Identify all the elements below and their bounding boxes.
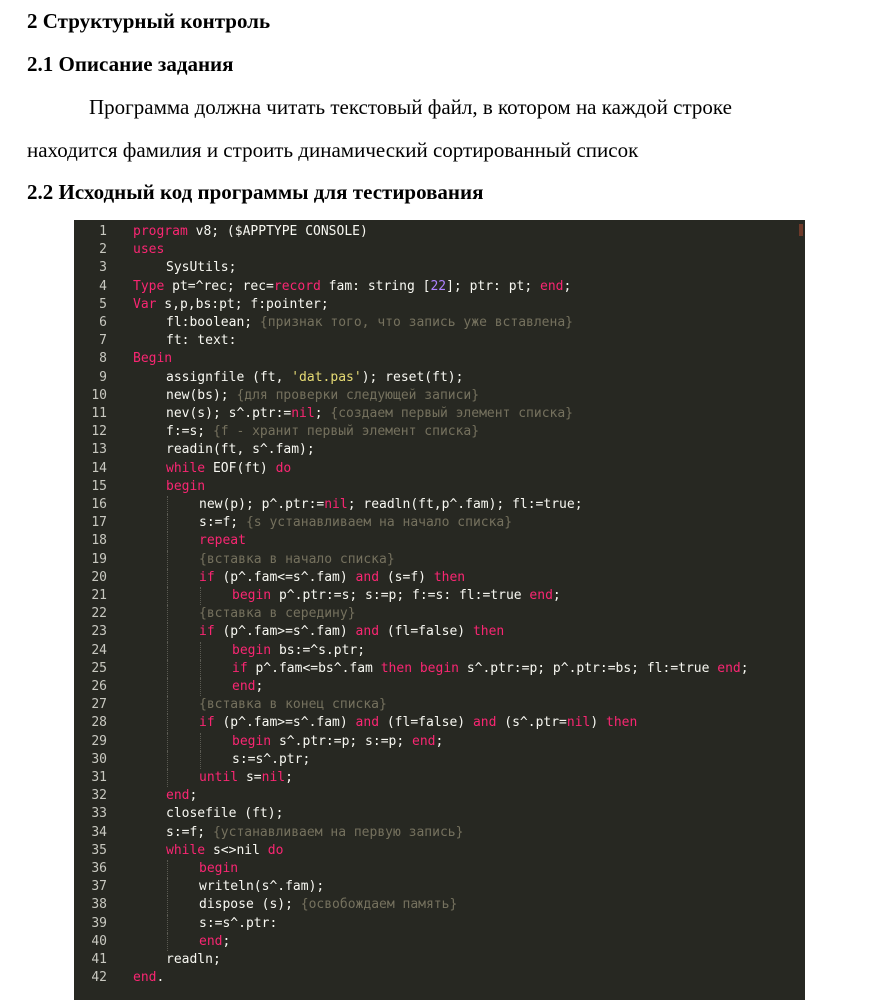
code-line [74, 678, 805, 696]
indent-guide [200, 587, 201, 605]
line-number: 21 [91, 588, 107, 603]
code-token: (fl=false) [379, 624, 473, 640]
line-number: 2 [99, 242, 107, 258]
code-token: ft: text: [166, 333, 237, 349]
code-token: until [199, 770, 239, 785]
code-token: v8; ($APPTYPE CONSOLE) [187, 224, 368, 239]
code-line [74, 751, 805, 769]
indent-guide [167, 514, 168, 532]
indent-guide [200, 642, 201, 660]
line-number: 13 [91, 442, 107, 458]
code-token: p^.ptr:=s; s:=p; f:=s: fl:=true [271, 588, 530, 603]
code-text [166, 314, 573, 332]
code-token: and [472, 715, 497, 731]
indent-guide [167, 896, 168, 914]
code-token: readin(ft, s^.fam); [166, 442, 315, 458]
subsection-heading-description: 2.1 Описание задания [27, 52, 234, 76]
code-token: end [166, 788, 190, 804]
code-token: {создаем первый элемент списка} [330, 406, 574, 421]
code-token: end [133, 970, 157, 986]
code-token: s,p,bs:pt; f:pointer; [156, 296, 329, 312]
line-number: 5 [99, 296, 107, 312]
indent-guide [200, 678, 201, 696]
code-token: writeln(s^.fam); [199, 879, 325, 895]
code-line [74, 478, 805, 496]
line-number: 26 [91, 679, 107, 694]
code-token: new(p); p^.ptr:= [199, 497, 325, 512]
code-text [232, 587, 561, 605]
code-token: and [355, 569, 380, 585]
code-text [232, 642, 365, 660]
code-token: {освобождаем память} [300, 897, 458, 913]
code-token: begin [166, 478, 206, 494]
code-line [74, 805, 805, 823]
code-text [166, 259, 236, 277]
code-line [74, 878, 805, 896]
code-token: f:=s; [166, 424, 213, 440]
code-text [166, 405, 573, 423]
code-token: if [232, 660, 248, 676]
line-number: 34 [91, 824, 107, 840]
code-text [166, 787, 197, 805]
code-line [74, 332, 805, 350]
code-line [74, 241, 805, 259]
code-text [166, 951, 221, 969]
line-number: 30 [91, 751, 107, 767]
code-token: Type [133, 278, 165, 294]
code-token: {вставка в середину} [199, 606, 356, 622]
code-token: s^.ptr:=p; s:=p; [271, 733, 413, 749]
code-token: ; [563, 278, 572, 294]
code-line [74, 769, 805, 787]
code-line [74, 951, 805, 969]
code-text [166, 387, 479, 405]
indent-guide [167, 660, 168, 678]
line-number: 24 [91, 642, 107, 658]
code-text [232, 678, 263, 696]
line-number: 6 [99, 315, 107, 330]
code-token: begin [199, 861, 239, 876]
code-text [166, 369, 463, 387]
code-token: closefile (ft); [166, 806, 284, 822]
code-token: {устанавливаем на первую запись} [212, 824, 464, 840]
code-token: (fl=false) [379, 715, 473, 731]
line-number: 23 [91, 624, 107, 640]
code-text [166, 460, 291, 478]
code-token: pt=^rec; rec= [164, 278, 274, 294]
code-text [199, 696, 387, 714]
code-text [166, 842, 283, 860]
code-text [232, 733, 443, 751]
code-text [166, 805, 283, 823]
section-heading: 2 Структурный контроль [27, 9, 271, 33]
code-text [199, 878, 324, 896]
code-line [74, 460, 805, 478]
code-token: s^.ptr:=p; p^.ptr:=bs; fl:=true [459, 660, 718, 676]
line-number: 27 [91, 697, 107, 713]
code-line [74, 532, 805, 550]
subsection-heading-source-code: 2.2 Исходный код программы для тестирования [27, 180, 484, 204]
indent-guide [167, 933, 168, 951]
indent-guide [200, 751, 201, 769]
line-number: 40 [91, 933, 107, 949]
code-token: ) [590, 715, 607, 731]
code-text [199, 714, 637, 732]
code-token: EOF(ft) [205, 460, 276, 476]
code-line [74, 569, 805, 587]
line-number: 29 [91, 733, 107, 749]
code-token: ; [552, 588, 561, 603]
code-token: ; [189, 788, 198, 804]
code-token: nil [566, 715, 591, 731]
indent-guide [167, 860, 168, 878]
code-token: begin [232, 588, 272, 603]
code-text [133, 241, 164, 259]
code-token: then [472, 624, 505, 640]
line-number: 25 [91, 660, 107, 676]
line-number: 12 [91, 424, 107, 440]
code-text [199, 769, 293, 787]
code-line [74, 551, 805, 569]
code-token: begin [232, 733, 272, 749]
line-number: 42 [91, 970, 107, 986]
line-number: 22 [91, 606, 107, 622]
code-line [74, 496, 805, 514]
code-line [74, 842, 805, 860]
code-token: ; [255, 679, 264, 694]
code-text [199, 623, 504, 641]
line-number: 38 [91, 897, 107, 913]
code-line [74, 896, 805, 914]
code-token: 'dat.pas' [291, 369, 362, 385]
code-token: Begin [133, 351, 173, 367]
indent-guide [167, 769, 168, 787]
indent-guide [167, 551, 168, 569]
code-token: ; [222, 933, 231, 949]
line-number: 36 [91, 861, 107, 876]
code-token: nil [261, 770, 286, 785]
code-token: record [273, 278, 321, 294]
code-token: s<>nil [205, 842, 268, 858]
code-line [74, 314, 805, 332]
line-number: 14 [91, 460, 107, 476]
code-text [232, 751, 310, 769]
code-token: {f - хранит первый элемент списка} [212, 424, 480, 440]
code-token: end [529, 588, 553, 603]
code-token: Var [133, 296, 157, 312]
indent-guide [167, 605, 168, 623]
code-text [199, 496, 583, 514]
code-token: while [166, 460, 206, 476]
code-token: ; [314, 406, 331, 421]
code-token: assignfile (ft, [166, 369, 292, 385]
code-line [74, 623, 805, 641]
code-token: s= [238, 770, 262, 785]
code-line [74, 587, 805, 605]
code-line [74, 733, 805, 751]
line-number: 19 [91, 551, 107, 567]
code-token: (p^.fam>=s^.fam) [214, 715, 356, 731]
line-number: 11 [91, 406, 107, 421]
code-text [199, 915, 277, 933]
code-line [74, 441, 805, 459]
code-token: readln; [166, 952, 221, 967]
code-token: {вставка в конец списка} [199, 697, 387, 713]
code-line [74, 278, 805, 296]
code-text [133, 278, 571, 296]
code-token: nil [324, 497, 348, 512]
line-number: 37 [91, 879, 107, 895]
code-token: then [433, 569, 466, 585]
code-token: nil [291, 406, 315, 421]
line-number: 9 [99, 369, 107, 385]
code-token: . [156, 970, 165, 986]
code-token: begin [419, 660, 459, 676]
indent-guide [167, 623, 168, 641]
code-token: if [199, 715, 215, 731]
line-number: 41 [91, 952, 107, 967]
code-token: repeat [199, 533, 246, 549]
code-token: ; [740, 660, 749, 676]
code-token: {вставка в начало списка} [199, 551, 395, 567]
code-text [232, 660, 749, 678]
code-token: end [412, 733, 436, 749]
line-number: 17 [91, 515, 107, 531]
code-token: ; readln(ft,p^.fam); fl:=true; [347, 497, 583, 512]
code-line [74, 969, 805, 987]
code-text [199, 532, 246, 550]
line-number: 1 [99, 224, 107, 239]
indent-guide [167, 496, 168, 514]
code-line [74, 369, 805, 387]
code-text [199, 514, 512, 532]
code-line [74, 259, 805, 277]
code-token: fl:boolean; [166, 315, 260, 330]
code-line [74, 387, 805, 405]
indent-guide [167, 915, 168, 933]
indent-guide [167, 642, 168, 660]
code-token: end [232, 679, 256, 694]
indent-guide [167, 878, 168, 896]
paragraph-line-1: Программа должна читать текстовый файл, в котором на каждой строке [89, 95, 732, 119]
line-number: 4 [99, 278, 107, 294]
code-token: then [380, 660, 413, 676]
code-token: if [199, 569, 215, 585]
indent-guide [167, 696, 168, 714]
line-number: 35 [91, 842, 107, 858]
code-token: SysUtils; [166, 260, 237, 276]
code-token: s:=f; [199, 515, 246, 531]
code-line [74, 696, 805, 714]
code-token: and [355, 715, 380, 731]
code-text [166, 441, 315, 459]
line-number: 31 [91, 770, 107, 785]
indent-guide [167, 569, 168, 587]
code-token: {s устанавливаем на начало списка} [245, 515, 513, 531]
code-token: 22 [430, 278, 447, 294]
code-text [166, 478, 205, 496]
code-text [166, 423, 479, 441]
line-number: 10 [91, 387, 107, 403]
code-editor-screenshot [74, 220, 805, 1000]
code-line [74, 714, 805, 732]
code-line [74, 405, 805, 423]
code-token: and [355, 624, 380, 640]
line-number: 7 [99, 333, 107, 349]
code-token: s:=f; [166, 824, 213, 840]
code-token: ]; ptr: pt; [446, 278, 541, 294]
code-line [74, 296, 805, 314]
code-token: ; [285, 770, 293, 785]
code-text [199, 896, 457, 914]
indent-guide [167, 587, 168, 605]
indent-guide [167, 678, 168, 696]
code-line [74, 860, 805, 878]
code-line [74, 824, 805, 842]
indent-guide [167, 714, 168, 732]
code-line [74, 642, 805, 660]
line-number: 16 [91, 497, 107, 512]
code-line [74, 350, 805, 368]
code-token: end [717, 660, 741, 676]
code-token: fam: string [ [320, 278, 431, 294]
code-text [133, 223, 368, 241]
indent-guide [167, 751, 168, 769]
code-token: {для проверки следующей записи} [236, 387, 480, 403]
code-token: bs:=^s.ptr; [271, 642, 366, 658]
code-token: dispose (s); [199, 897, 301, 913]
code-token: if [199, 624, 215, 640]
code-token: end [540, 278, 564, 294]
line-number: 20 [91, 569, 107, 585]
code-line [74, 915, 805, 933]
line-number: 32 [91, 788, 107, 804]
code-token: uses [133, 242, 165, 258]
code-token: p^.fam<=bs^.fam [247, 660, 381, 676]
code-token: (p^.fam<=s^.fam) [214, 569, 356, 585]
code-line [74, 605, 805, 623]
code-text [199, 569, 465, 587]
code-token: while [166, 842, 206, 858]
line-number: 39 [91, 915, 107, 931]
code-line [74, 223, 805, 241]
line-number: 33 [91, 806, 107, 822]
code-text [133, 296, 329, 314]
indent-guide [167, 733, 168, 751]
line-number: 8 [99, 351, 107, 367]
code-token: program [133, 224, 188, 239]
code-token: do [267, 842, 284, 858]
line-number: 18 [91, 533, 107, 549]
code-token: (s^.ptr= [496, 715, 567, 731]
indent-guide [167, 532, 168, 550]
code-line [74, 787, 805, 805]
code-token: s:=s^.ptr; [232, 751, 311, 767]
line-number: 28 [91, 715, 107, 731]
indent-guide [200, 660, 201, 678]
code-token: ); reset(ft); [361, 369, 464, 385]
code-text [199, 605, 356, 623]
code-token: ; [435, 733, 444, 749]
code-text [199, 551, 395, 569]
code-line [74, 423, 805, 441]
code-token [412, 661, 420, 676]
code-token: {признак того, что запись уже вставлена} [259, 315, 573, 330]
code-token: end [199, 933, 223, 949]
code-line [74, 660, 805, 678]
code-token: nev(s); s^.ptr:= [166, 406, 292, 421]
code-token: s:=s^.ptr: [199, 915, 278, 931]
code-token: (s=f) [379, 569, 434, 585]
code-text [133, 350, 172, 368]
code-line [74, 933, 805, 951]
code-token: begin [232, 642, 272, 658]
code-text [166, 824, 463, 842]
indent-guide [200, 733, 201, 751]
code-token: do [275, 460, 292, 476]
code-text [199, 933, 230, 951]
paragraph-line-2: находится фамилия и строить динамический сортированный список [27, 138, 639, 162]
line-number: 3 [99, 260, 107, 276]
line-number: 15 [91, 478, 107, 494]
code-text [199, 860, 238, 878]
code-text [133, 969, 164, 987]
code-text [166, 332, 236, 350]
code-token: new(bs); [166, 387, 237, 403]
code-line [74, 514, 805, 532]
code-token: (p^.fam>=s^.fam) [214, 624, 356, 640]
code-token: then [606, 715, 638, 731]
